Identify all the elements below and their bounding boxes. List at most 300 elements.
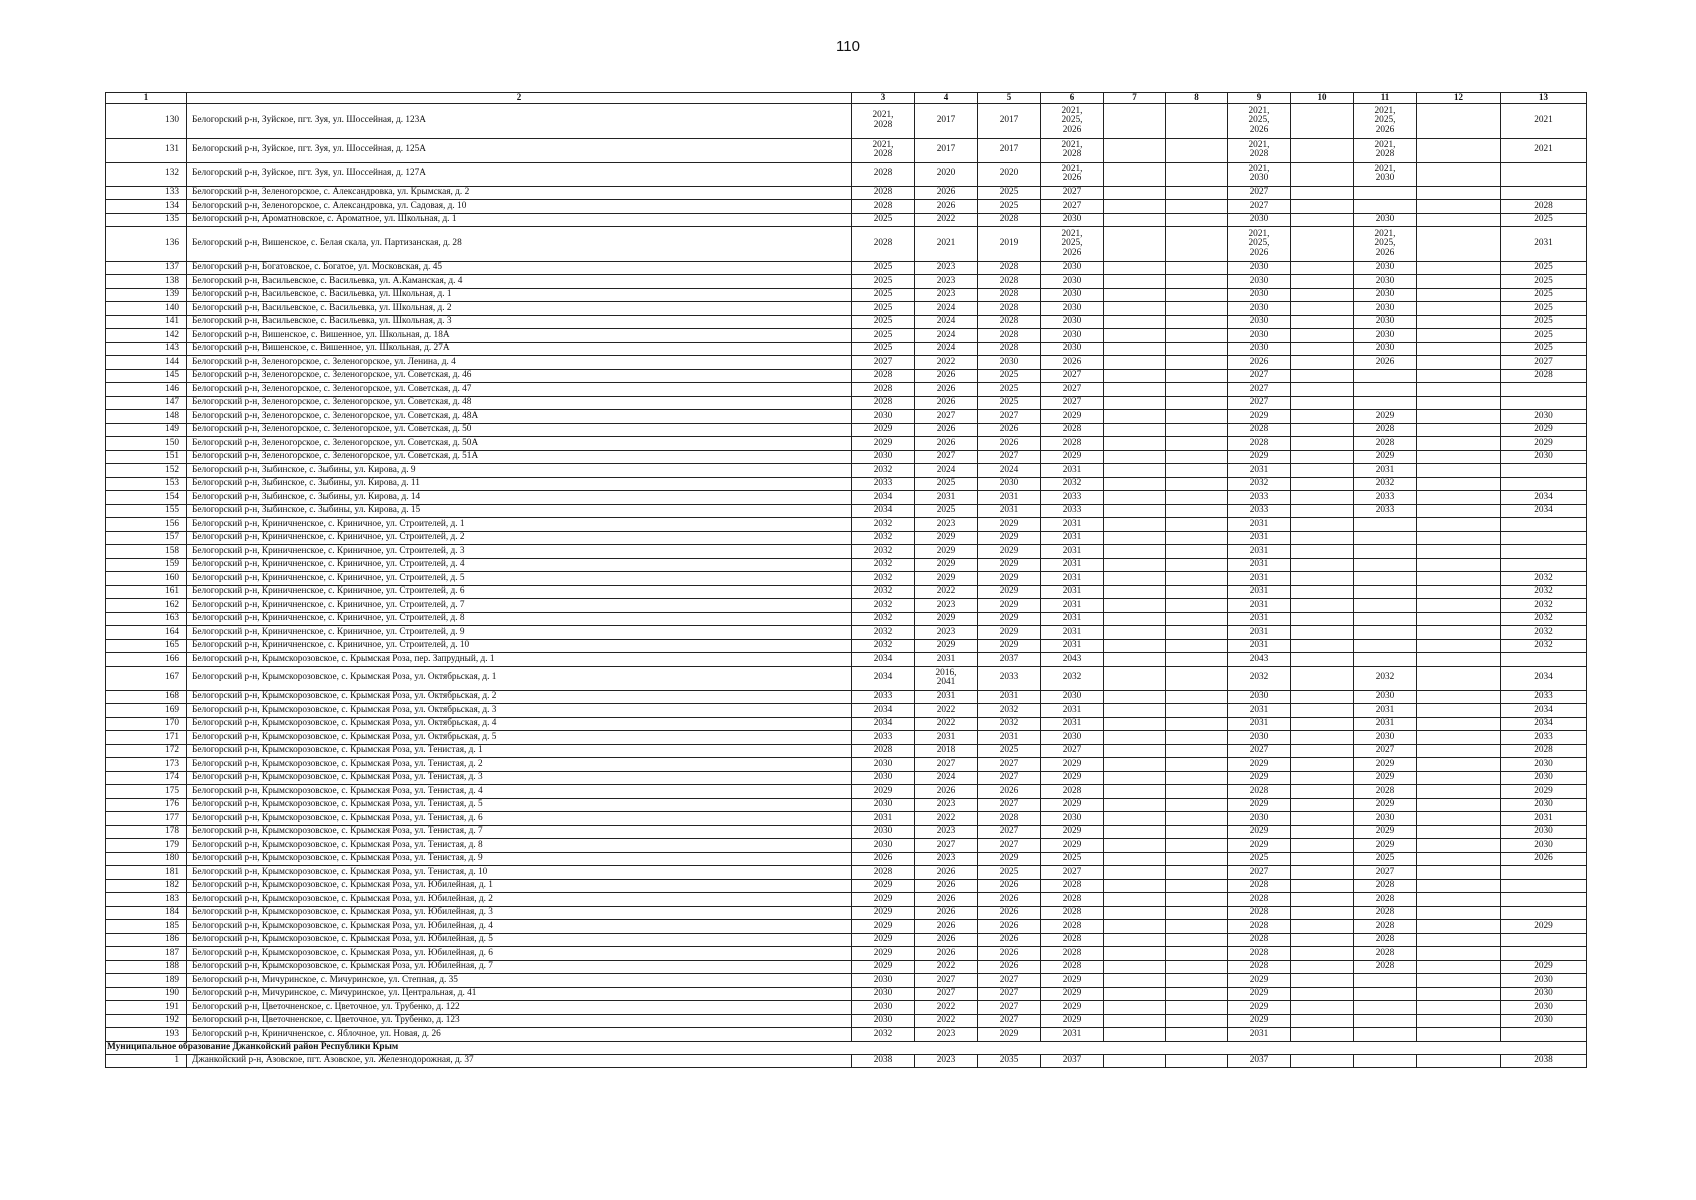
value-cell: 2030 (1501, 1001, 1587, 1015)
value-cell: 2028 (852, 186, 915, 200)
table-row (106, 437, 1587, 451)
value-cell: 2023 (915, 798, 978, 812)
value-cell: 2027 (1501, 356, 1587, 370)
value-cell: 2027 (915, 987, 978, 1001)
value-cell: 2028 (1354, 785, 1417, 799)
address-cell: Белогорский р-н, Васильевское, с. Васильевка, ул. Школьная, д. 3 (187, 315, 852, 329)
value-cell: 2026 (915, 906, 978, 920)
value-cell (1417, 825, 1501, 839)
value-cell (1104, 138, 1166, 162)
address-cell: Белогорский р-н, Васильевское, с. Васильевка, ул. Школьная, д. 1 (187, 288, 852, 302)
column-header: 12 (1417, 93, 1501, 104)
value-cell (1417, 1001, 1501, 1015)
value-cell (1417, 342, 1501, 356)
row-number: 164 (106, 626, 187, 640)
value-cell (1291, 906, 1354, 920)
value-cell: 2028 (978, 329, 1041, 343)
value-cell (1104, 866, 1166, 880)
value-cell (1104, 477, 1166, 491)
value-cell (1417, 329, 1501, 343)
value-cell: 2023 (915, 261, 978, 275)
value-cell (1417, 477, 1501, 491)
value-cell (1354, 572, 1417, 586)
value-cell: 2030 (1354, 812, 1417, 826)
table-row (106, 261, 1587, 275)
value-cell (1166, 329, 1228, 343)
value-cell (1417, 356, 1501, 370)
value-cell: 2031 (1228, 585, 1291, 599)
address-cell: Белогорский р-н, Крымскорозовское, с. Крымская Роза, ул. Тенистая, д. 5 (187, 798, 852, 812)
value-cell: 2028 (1228, 933, 1291, 947)
value-cell: 2030 (852, 758, 915, 772)
table-row (106, 329, 1587, 343)
address-cell: Белогорский р-н, Богатовское, с. Богатое, ул. Московская, д. 45 (187, 261, 852, 275)
value-cell (1291, 852, 1354, 866)
value-cell (1291, 1014, 1354, 1028)
value-cell (1291, 1001, 1354, 1015)
table-row (106, 731, 1587, 745)
value-cell (1354, 639, 1417, 653)
row-number: 155 (106, 504, 187, 518)
value-cell: 2025 (1501, 342, 1587, 356)
value-cell: 2025 (1501, 288, 1587, 302)
value-cell (1166, 653, 1228, 667)
column-header: 7 (1104, 93, 1166, 104)
value-cell: 2018 (915, 744, 978, 758)
value-cell (1291, 947, 1354, 961)
value-cell (1501, 653, 1587, 667)
value-cell (1417, 866, 1501, 880)
value-cell: 2029 (852, 785, 915, 799)
value-cell (1291, 839, 1354, 853)
value-cell (1417, 104, 1501, 139)
value-cell: 2027 (852, 356, 915, 370)
value-cell (1291, 785, 1354, 799)
value-cell: 2029 (1041, 1014, 1104, 1028)
table-row (106, 227, 1587, 262)
value-cell: 2030 (1228, 342, 1291, 356)
row-number: 141 (106, 315, 187, 329)
value-cell (1417, 666, 1501, 690)
value-cell: 2032 (1501, 612, 1587, 626)
value-cell: 2033 (1354, 504, 1417, 518)
row-number: 149 (106, 423, 187, 437)
value-cell (1166, 261, 1228, 275)
value-cell (1291, 893, 1354, 907)
value-cell: 2031 (1228, 464, 1291, 478)
value-cell: 2028 (1228, 906, 1291, 920)
value-cell (1417, 599, 1501, 613)
table-row (106, 866, 1587, 880)
address-cell: Белогорский р-н, Крымскорозовское, с. Крымская Роза, ул. Тенистая, д. 7 (187, 825, 852, 839)
value-cell: 2030 (1041, 302, 1104, 316)
value-cell: 2032 (1501, 572, 1587, 586)
value-cell (1166, 342, 1228, 356)
value-cell (1417, 987, 1501, 1001)
address-cell: Белогорский р-н, Васильевское, с. Васильевка, ул. Школьная, д. 2 (187, 302, 852, 316)
value-cell: 2030 (852, 450, 915, 464)
value-cell: 2029 (852, 920, 915, 934)
value-cell (1354, 599, 1417, 613)
value-cell: 2021 (1501, 104, 1587, 139)
value-cell: 2028 (1228, 437, 1291, 451)
value-cell: 2030 (1228, 731, 1291, 745)
value-cell: 2028 (978, 812, 1041, 826)
value-cell (1501, 186, 1587, 200)
value-cell (1166, 626, 1228, 640)
value-cell (1501, 893, 1587, 907)
value-cell: 2028 (1041, 893, 1104, 907)
value-cell: 2032 (1501, 585, 1587, 599)
value-cell (1291, 186, 1354, 200)
value-cell (1501, 1028, 1587, 1042)
value-cell: 2031 (1354, 464, 1417, 478)
row-number: 147 (106, 396, 187, 410)
value-cell: 2029 (852, 423, 915, 437)
row-number: 189 (106, 974, 187, 988)
value-cell: 2028 (1228, 785, 1291, 799)
value-cell: 2030 (1228, 275, 1291, 289)
table-row (106, 572, 1587, 586)
address-cell: Белогорский р-н, Крымскорозовское, с. Крымская Роза, ул. Юбилейная, д. 7 (187, 960, 852, 974)
value-cell (1104, 356, 1166, 370)
value-cell: 2027 (1228, 866, 1291, 880)
value-cell: 2022 (915, 1001, 978, 1015)
table-row (106, 138, 1587, 162)
value-cell (1166, 798, 1228, 812)
value-cell: 2026 (978, 906, 1041, 920)
value-cell (1417, 947, 1501, 961)
address-cell: Белогорский р-н, Крымскорозовское, с. Крымская Роза, ул. Тенистая, д. 6 (187, 812, 852, 826)
value-cell: 2029 (978, 1028, 1041, 1042)
value-cell (1166, 477, 1228, 491)
value-cell: 2027 (915, 410, 978, 424)
value-cell: 2023 (915, 626, 978, 640)
value-cell: 2033 (1228, 491, 1291, 505)
value-cell (1417, 758, 1501, 772)
value-cell (1291, 771, 1354, 785)
value-cell (1501, 879, 1587, 893)
value-cell: 2025 (852, 302, 915, 316)
value-cell: 2027 (978, 1014, 1041, 1028)
value-cell (1291, 1054, 1354, 1068)
value-cell (1417, 162, 1501, 186)
table-row (106, 356, 1587, 370)
value-cell: 2029 (1041, 987, 1104, 1001)
row-number: 158 (106, 545, 187, 559)
value-cell: 2028 (978, 288, 1041, 302)
row-number: 190 (106, 987, 187, 1001)
row-number: 140 (106, 302, 187, 316)
value-cell: 2028 (852, 162, 915, 186)
value-cell: 2028 (1354, 960, 1417, 974)
address-cell: Белогорский р-н, Крымскорозовское, с. Крымская Роза, ул. Юбилейная, д. 5 (187, 933, 852, 947)
value-cell: 2027 (1041, 383, 1104, 397)
row-number: 185 (106, 920, 187, 934)
value-cell: 2027 (1228, 744, 1291, 758)
value-cell: 2034 (1501, 491, 1587, 505)
value-cell (1166, 545, 1228, 559)
value-cell: 2030 (852, 987, 915, 1001)
value-cell (1291, 464, 1354, 478)
value-cell: 2031 (915, 653, 978, 667)
value-cell: 2021, 2025, 2026 (1354, 227, 1417, 262)
value-cell: 2029 (978, 599, 1041, 613)
row-number: 175 (106, 785, 187, 799)
table-row (106, 104, 1587, 139)
table-row (106, 558, 1587, 572)
value-cell: 2032 (978, 717, 1041, 731)
value-cell: 2029 (1354, 825, 1417, 839)
value-cell: 2019 (978, 227, 1041, 262)
row-number: 182 (106, 879, 187, 893)
row-number: 171 (106, 731, 187, 745)
value-cell: 2026 (915, 933, 978, 947)
value-cell: 2029 (978, 612, 1041, 626)
value-cell (1291, 639, 1354, 653)
value-cell: 2031 (915, 731, 978, 745)
value-cell: 2030 (1041, 731, 1104, 745)
table-row (106, 798, 1587, 812)
table-body (106, 93, 1587, 1068)
value-cell: 2026 (978, 920, 1041, 934)
value-cell (1354, 186, 1417, 200)
value-cell: 2037 (1041, 1054, 1104, 1068)
value-cell: 2026 (978, 785, 1041, 799)
value-cell (1166, 104, 1228, 139)
value-cell: 2031 (1228, 612, 1291, 626)
value-cell (1166, 504, 1228, 518)
value-cell (1104, 531, 1166, 545)
address-cell: Белогорский р-н, Криничненское, с. Криничное, ул. Строителей, д. 1 (187, 518, 852, 532)
value-cell: 2034 (1501, 717, 1587, 731)
value-cell: 2031 (1228, 531, 1291, 545)
value-cell: 2028 (1354, 893, 1417, 907)
value-cell (1166, 666, 1228, 690)
address-cell: Белогорский р-н, Криничненское, с. Криничное, ул. Строителей, д. 8 (187, 612, 852, 626)
value-cell: 2030 (1501, 798, 1587, 812)
value-cell (1417, 558, 1501, 572)
address-cell: Белогорский р-н, Крымскорозовское, с. Крымская Роза, ул. Тенистая, д. 2 (187, 758, 852, 772)
value-cell (1166, 396, 1228, 410)
value-cell: 2028 (1041, 437, 1104, 451)
row-number: 144 (106, 356, 187, 370)
value-cell (1354, 545, 1417, 559)
value-cell (1104, 987, 1166, 1001)
column-header: 4 (915, 93, 978, 104)
value-cell: 2025 (1501, 302, 1587, 316)
value-cell: 2033 (1228, 504, 1291, 518)
value-cell: 2028 (1228, 879, 1291, 893)
value-cell: 2025 (978, 383, 1041, 397)
value-cell (1501, 866, 1587, 880)
value-cell: 2027 (978, 758, 1041, 772)
value-cell (1417, 639, 1501, 653)
value-cell (1501, 545, 1587, 559)
value-cell (1501, 906, 1587, 920)
value-cell: 2028 (978, 302, 1041, 316)
table-row (106, 1014, 1587, 1028)
value-cell (1104, 798, 1166, 812)
value-cell (1104, 200, 1166, 214)
value-cell (1104, 545, 1166, 559)
address-cell: Белогорский р-н, Зеленогорское, с. Зеленогорское, ул. Советская, д. 51А (187, 450, 852, 464)
value-cell (1354, 987, 1417, 1001)
value-cell: 2023 (915, 288, 978, 302)
table-row (106, 758, 1587, 772)
value-cell: 2028 (1041, 879, 1104, 893)
value-cell: 2025 (1501, 315, 1587, 329)
value-cell: 2024 (915, 342, 978, 356)
address-cell: Белогорский р-н, Крымскорозовское, с. Крымская Роза, ул. Юбилейная, д. 2 (187, 893, 852, 907)
value-cell: 2026 (978, 879, 1041, 893)
value-cell: 2022 (915, 1014, 978, 1028)
value-cell (1291, 717, 1354, 731)
value-cell: 2017 (915, 104, 978, 139)
value-cell (1417, 704, 1501, 718)
value-cell: 2025 (978, 744, 1041, 758)
value-cell: 2027 (1228, 396, 1291, 410)
value-cell (1417, 653, 1501, 667)
table-row (106, 396, 1587, 410)
value-cell (1354, 1001, 1417, 1015)
value-cell (1291, 987, 1354, 1001)
value-cell (1104, 612, 1166, 626)
value-cell: 2021, 2025, 2026 (1041, 104, 1104, 139)
row-number: 162 (106, 599, 187, 613)
value-cell: 2033 (978, 666, 1041, 690)
address-cell: Белогорский р-н, Зуйское, пгт. Зуя, ул. Шоссейная, д. 123А (187, 104, 852, 139)
value-cell: 2028 (852, 383, 915, 397)
row-number: 183 (106, 893, 187, 907)
value-cell (1166, 758, 1228, 772)
value-cell: 2028 (978, 261, 1041, 275)
address-cell: Белогорский р-н, Криничненское, с. Яблочное, ул. Новая, д. 26 (187, 1028, 852, 1042)
value-cell (1354, 1028, 1417, 1042)
value-cell (1166, 585, 1228, 599)
value-cell (1501, 464, 1587, 478)
value-cell: 2028 (1041, 906, 1104, 920)
row-number: 154 (106, 491, 187, 505)
value-cell: 2032 (1501, 626, 1587, 640)
address-cell: Белогорский р-н, Криничненское, с. Криничное, ул. Строителей, д. 3 (187, 545, 852, 559)
value-cell (1104, 104, 1166, 139)
value-cell (1417, 369, 1501, 383)
value-cell: 2031 (1041, 464, 1104, 478)
value-cell: 2035 (978, 1054, 1041, 1068)
value-cell (1166, 531, 1228, 545)
value-cell (1166, 639, 1228, 653)
value-cell (1166, 599, 1228, 613)
table-row (106, 893, 1587, 907)
address-cell: Белогорский р-н, Ароматновское, с. Ароматное, ул. Школьная, д. 1 (187, 213, 852, 227)
value-cell (1166, 572, 1228, 586)
value-cell: 2030 (1228, 302, 1291, 316)
value-cell: 2030 (1354, 261, 1417, 275)
value-cell (1417, 1054, 1501, 1068)
row-number: 146 (106, 383, 187, 397)
address-cell: Белогорский р-н, Крымскорозовское, с. Крымская Роза, ул. Октябрьская, д. 2 (187, 690, 852, 704)
value-cell: 2033 (1501, 731, 1587, 745)
value-cell (1166, 1001, 1228, 1015)
column-header: 13 (1501, 93, 1587, 104)
value-cell (1417, 200, 1501, 214)
value-cell: 2026 (915, 866, 978, 880)
value-cell (1417, 812, 1501, 826)
value-cell: 2025 (978, 369, 1041, 383)
value-cell: 2030 (1228, 213, 1291, 227)
value-cell: 2022 (915, 356, 978, 370)
value-cell: 2037 (1228, 1054, 1291, 1068)
value-cell (1291, 653, 1354, 667)
value-cell: 2026 (915, 879, 978, 893)
value-cell (1291, 437, 1354, 451)
row-number: 159 (106, 558, 187, 572)
value-cell: 2032 (852, 585, 915, 599)
value-cell (1291, 545, 1354, 559)
value-cell (1417, 464, 1501, 478)
value-cell: 2032 (852, 464, 915, 478)
row-number: 139 (106, 288, 187, 302)
value-cell (1166, 704, 1228, 718)
value-cell: 2033 (1354, 491, 1417, 505)
table-row (106, 812, 1587, 826)
value-cell: 2027 (1041, 744, 1104, 758)
row-number: 172 (106, 744, 187, 758)
value-cell: 2026 (915, 423, 978, 437)
value-cell: 2030 (1041, 812, 1104, 826)
address-cell: Белогорский р-н, Криничненское, с. Криничное, ул. Строителей, д. 9 (187, 626, 852, 640)
address-cell: Белогорский р-н, Зеленогорское, с. Зеленогорское, ул. Советская, д. 48А (187, 410, 852, 424)
value-cell (1104, 960, 1166, 974)
address-cell: Белогорский р-н, Криничненское, с. Криничное, ул. Строителей, д. 6 (187, 585, 852, 599)
value-cell: 2029 (1228, 1001, 1291, 1015)
value-cell (1291, 758, 1354, 772)
value-cell (1104, 744, 1166, 758)
page-number: 110 (836, 38, 860, 55)
value-cell: 2030 (1228, 329, 1291, 343)
value-cell: 2029 (1354, 771, 1417, 785)
value-cell: 2024 (915, 329, 978, 343)
address-cell: Белогорский р-н, Крымскорозовское, с. Крымская Роза, ул. Тенистая, д. 1 (187, 744, 852, 758)
value-cell (1166, 558, 1228, 572)
value-cell: 2029 (1501, 920, 1587, 934)
row-number: 178 (106, 825, 187, 839)
value-cell (1417, 186, 1501, 200)
value-cell: 2025 (1501, 213, 1587, 227)
column-header: 2 (187, 93, 852, 104)
value-cell: 2032 (1501, 639, 1587, 653)
row-number: 143 (106, 342, 187, 356)
value-cell (1417, 690, 1501, 704)
column-header: 10 (1291, 93, 1354, 104)
column-header: 8 (1166, 93, 1228, 104)
value-cell: 2024 (915, 464, 978, 478)
value-cell: 2032 (852, 612, 915, 626)
value-cell: 2029 (852, 879, 915, 893)
value-cell: 2030 (1041, 213, 1104, 227)
value-cell (1104, 423, 1166, 437)
value-cell: 2021, 2025, 2026 (1041, 227, 1104, 262)
value-cell (1104, 879, 1166, 893)
table-row (106, 933, 1587, 947)
value-cell (1417, 504, 1501, 518)
table-row (106, 852, 1587, 866)
value-cell: 2026 (978, 893, 1041, 907)
value-cell (1291, 825, 1354, 839)
value-cell (1354, 974, 1417, 988)
value-cell (1291, 599, 1354, 613)
